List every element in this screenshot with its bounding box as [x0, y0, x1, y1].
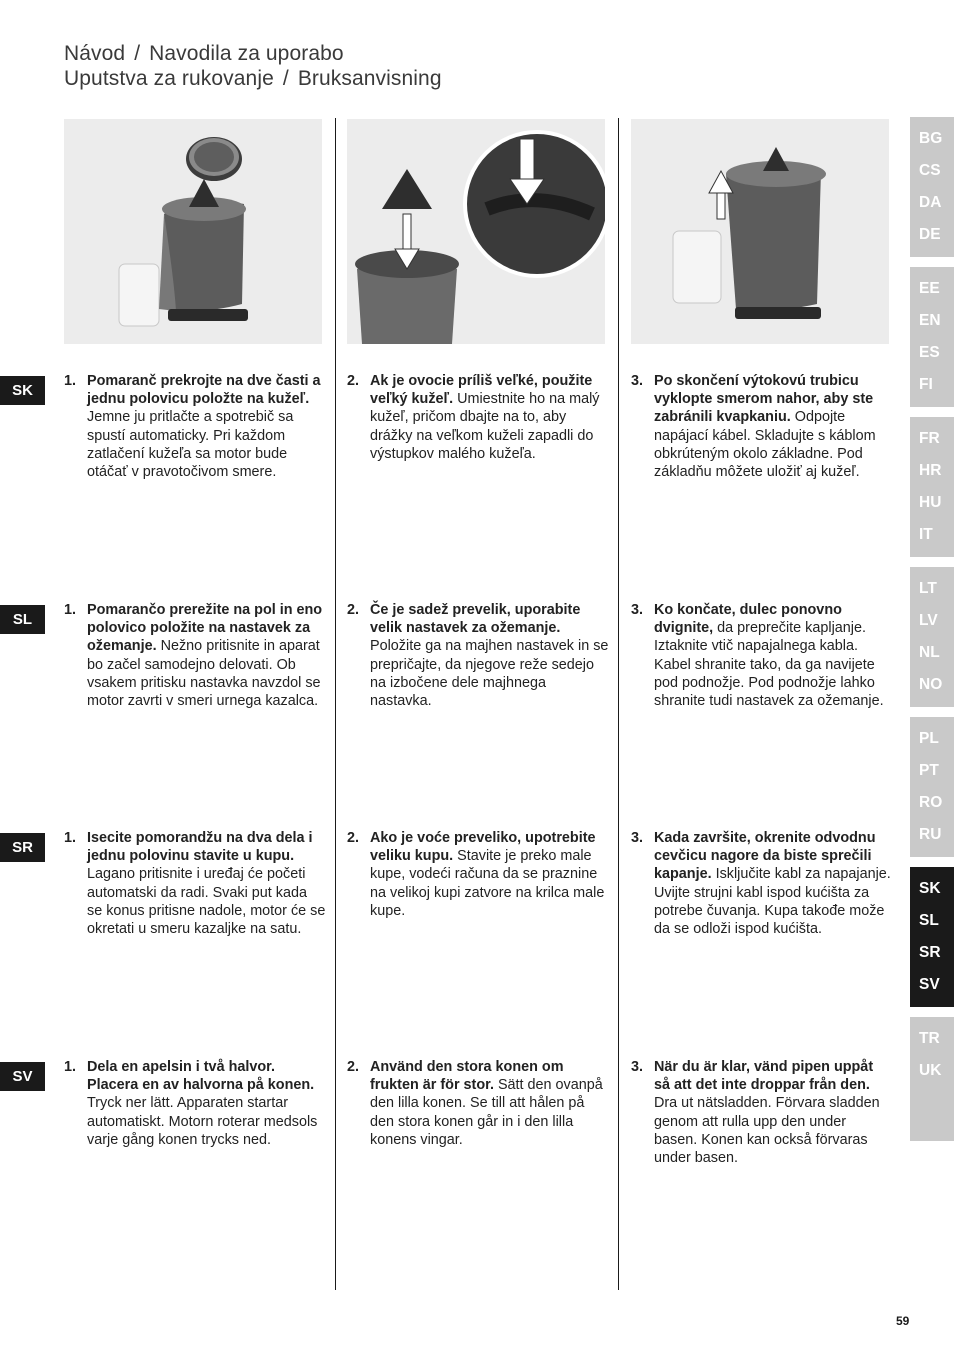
step-text: Sätt den ovanpå den lilla konen. Se till att hålen på den stora konen går in i den lilla konens vingar.: [370, 1077, 603, 1148]
juicer-spout-up-illustration: [631, 119, 889, 344]
tab-hu[interactable]: HU: [919, 494, 942, 511]
sv-step-3: [631, 1058, 893, 1167]
sl-step-1: [64, 601, 326, 710]
step-number: 3.: [631, 373, 644, 389]
tab-group-tr-uk: [910, 1017, 954, 1141]
step-body: [370, 601, 609, 710]
tab-uk[interactable]: UK: [919, 1062, 942, 1079]
step-bold-text: När du är klar, vänd pipen uppåt så att det inte droppar från den.: [654, 1059, 874, 1094]
step-body: [87, 372, 326, 481]
language-tab-column: [910, 117, 954, 1151]
small-cone-on-large-cone-detail-image: [347, 119, 605, 344]
language-label-sl: SL: [0, 605, 45, 634]
tab-sv[interactable]: SV: [919, 976, 940, 993]
tab-group-bg-de: [910, 117, 954, 257]
step-number: 2.: [347, 373, 360, 389]
tab-fr[interactable]: FR: [919, 430, 940, 447]
step-body: [370, 829, 609, 920]
tab-group-sk-sv-active: [910, 867, 954, 1007]
step-text: Umiestnite ho na malý kužeľ, pričom dbajte na to, aby drážky na veľkom kuželi zapadli do výstupkov malého kužeľa.: [370, 391, 600, 462]
step-bold-text: Če je sadež prevelik, uporabite velik nastavek za ožemanje.: [370, 602, 581, 637]
step-number: 2.: [347, 1059, 360, 1075]
step-number: 3.: [631, 1059, 644, 1075]
juicer-with-orange-half-illustration: [64, 119, 322, 344]
step-text: Položite ga na majhen nastavek in se prepričajte, da njegove reže sedejo na izbočene dele majhnega nastavka.: [370, 638, 609, 710]
column-divider-2: [618, 118, 619, 1290]
step-number: 1.: [64, 1059, 77, 1075]
sk-step-2: [347, 372, 609, 463]
tab-bg[interactable]: BG: [919, 130, 943, 147]
language-label-sk: SK: [0, 376, 45, 405]
tab-nl[interactable]: NL: [919, 644, 940, 661]
sr-step-2: [347, 829, 609, 920]
step-body: [87, 829, 326, 938]
sk-step-1: [64, 372, 326, 481]
tab-hr[interactable]: HR: [919, 462, 942, 479]
title-sl: Navodila za uporabo: [149, 42, 344, 65]
step-bold-text: Ak je ovocie príliš veľké, použite veľký kužeľ.: [370, 373, 593, 408]
tab-ee[interactable]: EE: [919, 280, 940, 297]
juicer-spout-up-with-glass-image: [631, 119, 889, 344]
tab-sl[interactable]: SL: [919, 912, 939, 929]
step-bold-text: Po skončení výtokovú trubicu vyklopte smerom nahor, aby ste zabránili kvapkaniu.: [654, 373, 874, 426]
step-body: [370, 1058, 609, 1149]
title-separator: /: [134, 42, 141, 65]
juicer-with-orange-half-image: [64, 119, 322, 344]
step-bold-text: Dela en apelsin i två halvor. Placera en av halvorna på konen.: [87, 1059, 315, 1094]
tab-fi[interactable]: FI: [919, 376, 933, 393]
step-body: [654, 601, 893, 710]
step-bold-text: Pomarančo prerežite na pol in eno polovico položite na nastavek za ožemanje.: [87, 602, 323, 655]
tab-de[interactable]: DE: [919, 226, 941, 243]
sl-step-2: [347, 601, 609, 710]
step-number: 1.: [64, 373, 77, 389]
step-text: da preprečite kapljanje. Iztaknite vtič napajalnega kabla. Kabel shranite tako, da ga navijete pod podnožje. Pod podnožje lahko shranite tudi nastavek za ožemanje.: [654, 620, 884, 710]
step-body: [654, 1058, 893, 1167]
step-number: 2.: [347, 830, 360, 846]
step-bold-text: Pomaranč prekrojte na dve časti a jednu polovicu položte na kužeľ.: [87, 373, 321, 408]
sv-step-1: [64, 1058, 326, 1149]
step-number: 1.: [64, 830, 77, 846]
tab-no[interactable]: NO: [919, 676, 943, 693]
page-title-line-1: [64, 42, 344, 66]
tab-it[interactable]: IT: [919, 526, 933, 543]
step-body: [654, 829, 893, 938]
tab-lv[interactable]: LV: [919, 612, 938, 629]
tab-sk[interactable]: SK: [919, 880, 941, 897]
step-bold-text: Ko končate, dulec ponovno dvignite,: [654, 602, 842, 637]
sl-step-3: [631, 601, 893, 710]
step-text: Odpojte napájací kábel. Skladujte s káblom obkrúteným okolo základne. Pod základňu môžete uložiť aj kužeľ.: [654, 409, 876, 481]
tab-ro[interactable]: RO: [919, 794, 943, 811]
tab-tr[interactable]: TR: [919, 1030, 940, 1047]
step-bold-text: Isecite pomorandžu na dva dela i jednu polovinu stavite u kupu.: [87, 830, 313, 865]
step-body: [87, 601, 326, 710]
page-title-line-2: [64, 67, 442, 91]
step-number: 2.: [347, 602, 360, 618]
step-number: 1.: [64, 602, 77, 618]
sr-step-1: [64, 829, 326, 938]
page-number: 59: [896, 1314, 910, 1328]
step-bold-text: Kada završite, okrenite odvodnu cevčicu nagore da biste sprečili kapanje.: [654, 830, 876, 883]
tab-group-lt-no: [910, 567, 954, 707]
title-sr: Uputstva za rukovanje: [64, 67, 274, 90]
tab-group-fr-it: [910, 417, 954, 557]
tab-en[interactable]: EN: [919, 312, 941, 329]
tab-es[interactable]: ES: [919, 344, 940, 361]
sv-step-2: [347, 1058, 609, 1149]
step-text: Stavite je preko male kupe, vodeći računa da se praznine na velikoj kupi zatvore na krilca male kupe.: [370, 848, 605, 919]
step-bold-text: Ako je voće preveliko, upotrebite veliku kupu.: [370, 830, 596, 865]
step-body: [654, 372, 893, 481]
sk-step-3: [631, 372, 893, 481]
step-text: Tryck ner lätt. Apparaten startar automatiskt. Motorn roterar medsols varje gång konen trycks ned.: [87, 1095, 318, 1148]
step-body: [370, 372, 609, 463]
tab-pt[interactable]: PT: [919, 762, 939, 779]
tab-da[interactable]: DA: [919, 194, 942, 211]
step-bold-text: Använd den stora konen om frukten är för stor.: [370, 1059, 564, 1094]
step-text: Lagano pritisnite i uređaj će početi automatski da radi. Svaki put kada se konus pritisne nadole, motor će se okretati u smeru kazaljke na satu.: [87, 866, 326, 938]
tab-cs[interactable]: CS: [919, 162, 941, 179]
tab-group-pl-ru: [910, 717, 954, 857]
step-text: Nežno pritisnite in aparat bo začel samodejno delovati. Ob vsakem pritisku nastavka navzdol se motor zavrti v smeri urnega kazalca.: [87, 638, 321, 710]
title-sv: Bruksanvisning: [297, 67, 442, 90]
tab-group-ee-fi: [910, 267, 954, 407]
title-separator: /: [282, 67, 289, 90]
column-divider-1: [335, 118, 336, 1290]
tab-lt[interactable]: LT: [919, 580, 937, 597]
language-label-sv: SV: [0, 1062, 45, 1091]
tab-ru[interactable]: RU: [919, 826, 942, 843]
sr-step-3: [631, 829, 893, 938]
title-sk: Návod: [64, 42, 126, 65]
step-text: Jemne ju pritlačte a spotrebič sa spustí automaticky. Pri každom zatlačení kužeľa sa motor bude otáčať v pravotočivom smere.: [87, 409, 294, 481]
tab-sr[interactable]: SR: [919, 944, 941, 961]
cone-assembly-illustration: [347, 119, 605, 344]
step-number: 3.: [631, 830, 644, 846]
step-text: Dra ut nätsladden. Förvara sladden genom att rulla upp den under basen. Konen kan också förvaras under basen.: [654, 1095, 880, 1167]
step-text: Isključite kabl za napajanje. Uvijte strujni kabl ispod kućišta za potrebe čuvanja. Kupa takođe može da se odloži ispod kućišta.: [654, 866, 891, 938]
tab-pl[interactable]: PL: [919, 730, 939, 747]
step-number: 3.: [631, 602, 644, 618]
step-body: [87, 1058, 326, 1149]
language-label-sr: SR: [0, 833, 45, 862]
